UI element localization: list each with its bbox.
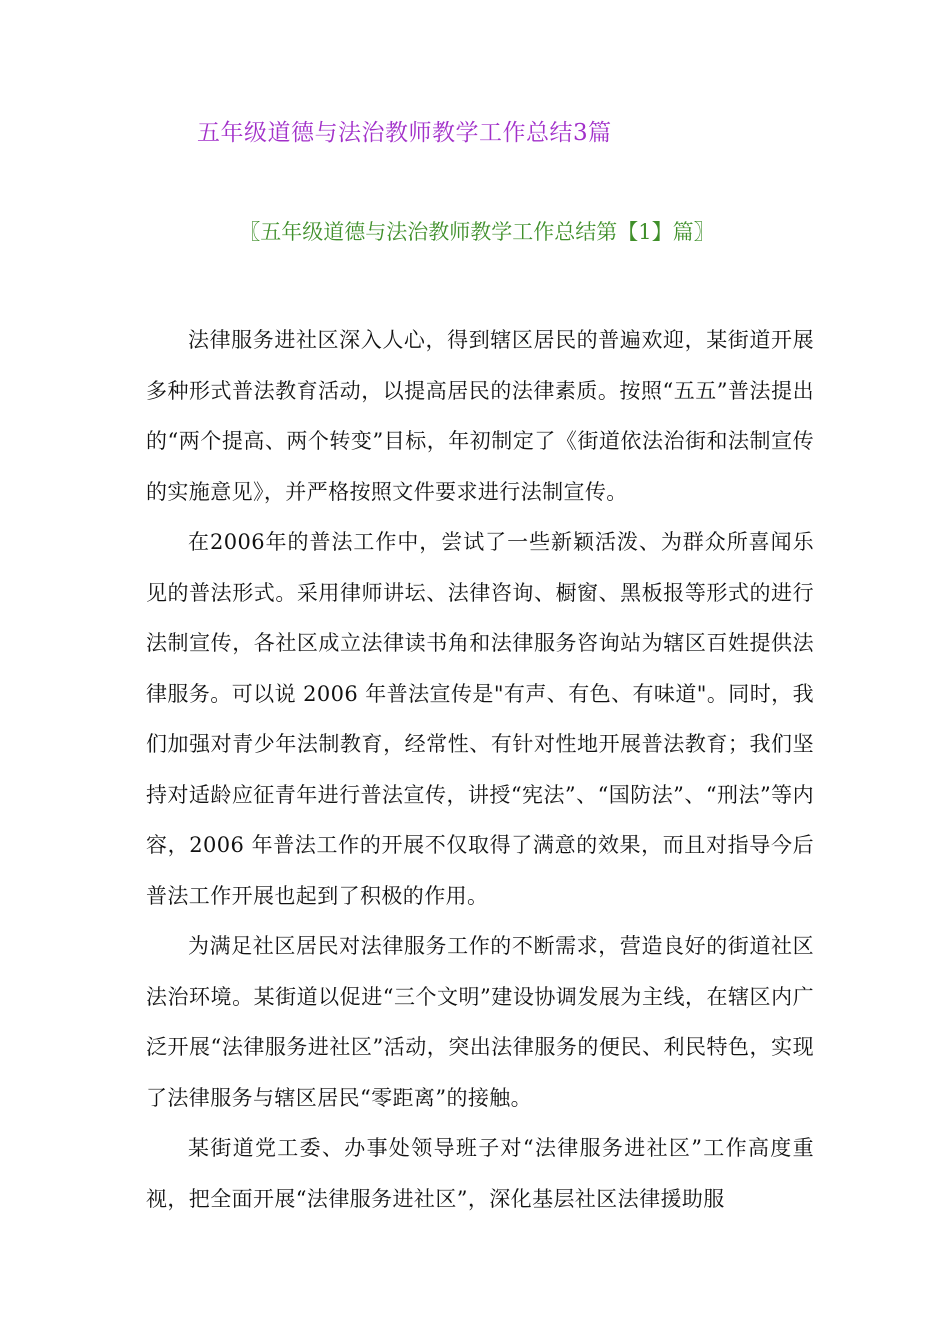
section-heading: 〖五年级道德与法治教师教学工作总结第【1】篇〗 [239, 220, 715, 244]
body-paragraph: 为满足社区居民对法律服务工作的不断需求，营造良好的街道社区法治环境。某街道以促进“三个文明”建设协调发展为主线，在辖区内广泛开展“法律服务进社区”活动，突出法律服务的便民、利民特色，实现了法律服务与辖区居民“零距离”的接触。 [146, 934, 814, 1110]
document-title: 五年级道德与法治教师教学工作总结3篇 [197, 120, 612, 146]
body-paragraph: 某街道党工委、办事处领导班子对“法律服务进社区”工作高度重视，把全面开展“法律服务进社区”，深化基层社区法律援助服 [146, 1136, 814, 1211]
body-paragraph: 法律服务进社区深入人心，得到辖区居民的普遍欢迎，某街道开展多种形式普法教育活动，以提高居民的法律素质。按照“五五”普法提出的“两个提高、两个转变”目标，年初制定了《街道依法治街和法制宣传的实施意见》，并严格按照文件要求进行法制宣传。 [146, 328, 814, 504]
body-paragraph: 在2006年的普法工作中，尝试了一些新颖活泼、为群众所喜闻乐见的普法形式。采用律师讲坛、法律咨询、橱窗、黑板报等形式的进行法制宣传，各社区成立法律读书角和法律服务咨询站为辖区百姓提供法律服务。可以说 2006 年普法宣传是"有声、有色、有味道"。同时，我们加强对青少年法制教育，经常性、有针对性地开展普法教育；我们坚持对适龄应征青年进行普法宣传，讲授“宪法”、“国防法”、“刑法”等内容，2006 年普法工作的开展不仅取得了满意的效果，而且对指导今后普法工作开展也起到了积极的作用。 [146, 530, 814, 908]
document-body [146, 315, 814, 1224]
